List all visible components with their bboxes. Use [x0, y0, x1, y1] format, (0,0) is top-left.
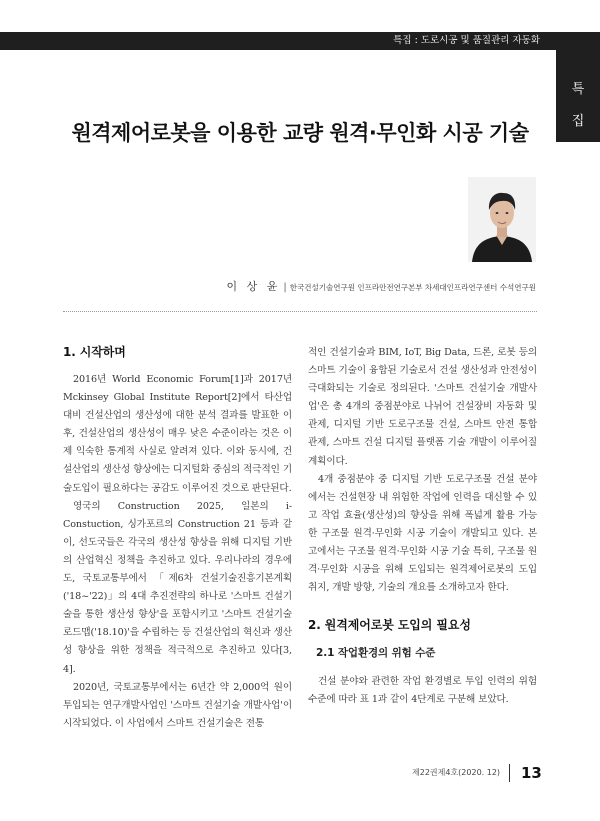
footer-divider	[509, 764, 510, 782]
tab-char-2: 집	[571, 114, 585, 129]
article-title: 원격제어로봇을 이용한 교량 원격·무인화 시공 기술	[71, 121, 529, 145]
author-photo	[468, 177, 536, 262]
tab-char-1: 특	[571, 82, 585, 97]
right-column	[308, 344, 537, 710]
page-number: 13	[521, 764, 542, 782]
author-name: 이 상 윤	[226, 280, 281, 293]
issue-info: 제22권제4호(2020. 12)	[412, 768, 501, 777]
paragraph: 적인 건설기술과 BIM, IoT, Big Data, 드론, 로봇 등의 스마트 기술이 융합된 기술로서 건설 생산성과 안전성이 극대화되는 기술로 정의된다. '스마트 건설기술 개발사업'은 총 4개의 중점분야로 나뉘어 건설장비 자동화 및 관제, 디지털 기반 도로구조물 건설, 스마트 안전 통합 관제, 스마트 건설 디지털 플랫폼 기술 개발이 이루어질 계획이다.	[308, 347, 537, 467]
section-label: 특집 : 도로시공 및 품질관리 자동화	[393, 35, 540, 46]
paragraph: 4개 중점분야 중 디지털 기반 도로구조물 건설 분야에서는 건설현장 내 위험한 작업에 인력을 대신할 수 있고 작업 효율(생산성)의 향상을 위해 폭넓게 활용 가능한 구조물 원격·무인화 시공 기술이 개발되고 있다. 본 고에서는 구조물 원격·무인화 시공 기술 특히, 구조물 원격·무인화 시공을 위해 도입되는 원격제어로봇의 도입 취지, 개발 방향, 기술의 개요를 소개하고자 한다.	[308, 473, 537, 594]
paragraph: 건설 분야와 관련한 작업 환경별로 투입 인력의 위험 수준에 따라 표 1과 같이 4단계로 구분해 보았다.	[308, 676, 537, 706]
subsection-heading: 2.1 작업환경의 위험 수준	[316, 647, 436, 660]
section-heading-2: 2. 원격제어로봇 도입의 필요성	[308, 618, 471, 633]
author-byline	[227, 275, 537, 294]
left-column	[63, 344, 292, 733]
author-affiliation: 한국건설기술연구원 인프라안전연구본부 차세대인프라연구센터 수석연구원	[289, 283, 536, 292]
paragraph: 2016년 World Economic Forum[1]과 2017년 Mckinsey Global Institute Report[2]에서 타산업 대비 건설산업의 생산성에 대한 분석 결과를 발표한 이후, 건설산업의 생산성이 매우 낮은 수준이라는 것은 이제 익숙한 통계적 사실로 알려져 있다. 이와 동시에, 건설산업의 생산성 향상에는 디지털화 중심의 적극적인 기술도입이 필요하다는 공감도 이루어진 것으로 판단된다.	[63, 374, 292, 494]
byline-separator: |	[283, 282, 287, 293]
paragraph: 2020년, 국토교통부에서는 6년간 약 2,000억 원이 투입되는 연구개발사업인 '스마트 건설기술 개발사업'이 시작되었다. 이 사업에서 스마트 건설기술은 전통	[63, 681, 292, 729]
section-heading-1: 1. 시작하며	[63, 345, 126, 359]
paragraph: 영국의 Construction 2025, 일본의 i-Constuction, 싱가포르의 Construction 21 등과 같이, 선도국들은 각국의 생산성 향상을 위해 디지털 기반의 산업혁신 정책을 추진하고 있다. 우리나라의 경우에도, 국토교통부에서 「제6차 건설기술진흥기본계획('18~'22)」의 4대 추진전략의 하나로 '스마트 건설기술을 통한 생산성 향상'을 포함시키고 '스마트 건설기술 로드맵('18.10)'을 수립하는 등 건설산업의 혁신과 생산성 향상을 위한 정책을 적극적으로 추진하고 있다[3, 4].	[63, 500, 292, 675]
divider	[63, 311, 537, 312]
